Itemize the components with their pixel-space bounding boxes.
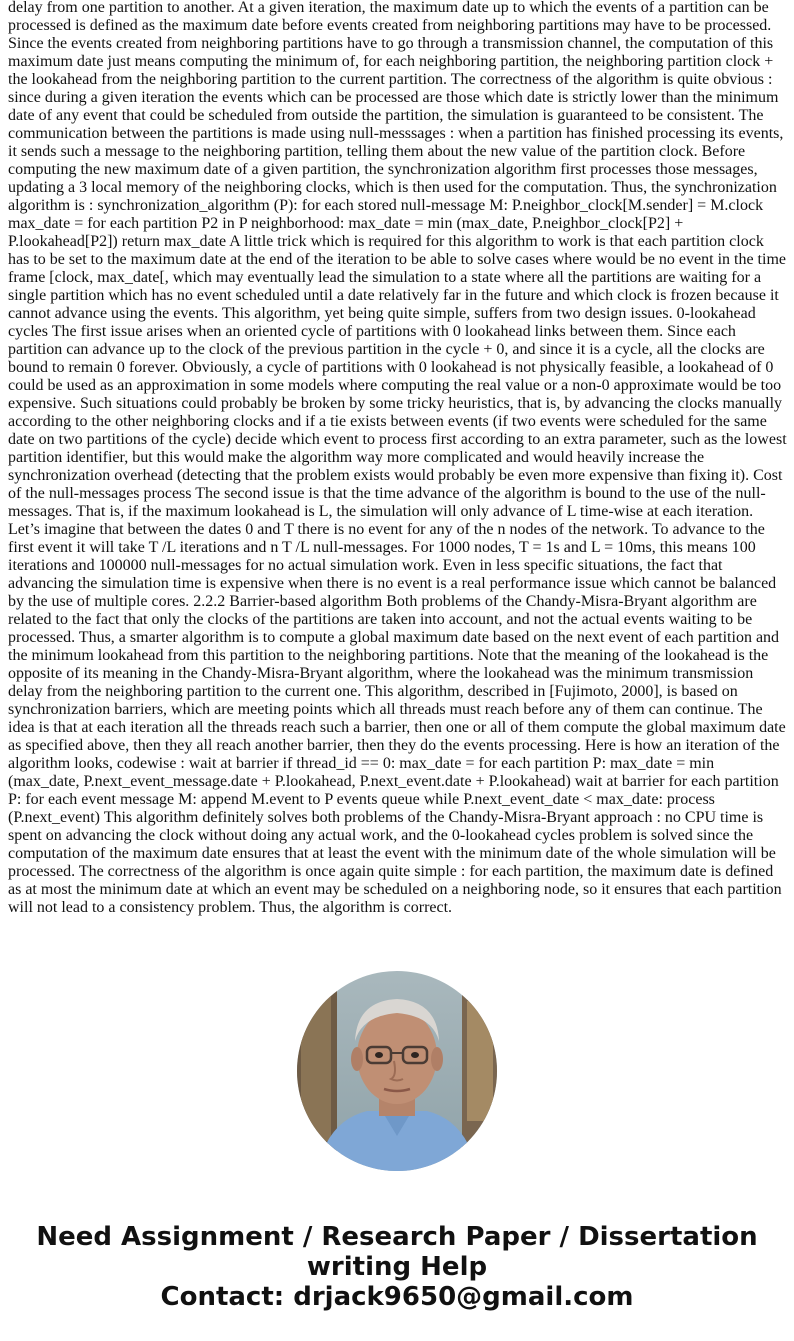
author-portrait-icon (297, 971, 497, 1171)
article-body-text: delay from one partition to another. At a given iteration, the maximum date up to which the events of a partition can be processed is defined as the maximum date before events created from neighboring partitions may have to be processed. Since the events created from neighboring partitions have to go through a transmission channel, the computation of this maximum date just means computing the minimum of, for each neighboring partition, the neighboring partition clock + the lookahead from the neighboring partition to the current partition. The correctness of the algorithm is quite obvious : since during a given iteration the events which can be processed are those which date is strictly lower than the minimum date of any event that could be scheduled from outside the partition, the simulation is guaranteed to be consistent. The communication between the partitions is made using null-messsages : when a partition has finished processing its events, it sends such a message to the neighboring partition, telling them about the new value of the partition clock. Before computing the new maximum date of a given partition, the synchronization algorithm first processes those messages, updating a 3 local memory of the neighboring clocks, which is then used for the computation. Thus, the synchronization algorithm is : synchronization_algorithm (P): for each stored null-message M: P.neighbor_clock[M.sender] = M.clock max_date = for each partition P2 in P neighborhood: max_date = min (max_date, P.neighbor_clock[P2] + P.lookahead[P2]) return max_date A little trick which is required for this algorithm to work is that each partition clock has to be set to the maximum date at the end of the iteration to be able to solve cases where would be no event in the time frame [clock, max_date[, which may eventually lead the simulation to a state where all the partitions are waiting for a single partition which has no event scheduled until a date relatively far in the future and which clock is frozen because it cannot advance using the events. This algorithm, yet being quite simple, suffers from two design issues. 0-lookahead cycles The first issue arises when an oriented cycle of partitions with 0 lookahead links between them. Since each partition can advance up to the clock of the previous partition in the cycle + 0, and since it is a cycle, all the clocks are bound to remain 0 forever. Obviously, a cycle of partitions with 0 lookahead is not physically feasible, a lookahead of 0 could be used as an approximation in some models where computing the real value or a non-0 approximate would be too expensive. Such situations could probably be broken by some tricky heuristics, that is, by advancing the clocks manually according to the other neighboring clocks and if a tie exists between events (if two events were scheduled for the same date on two partitions of the cycle) decide which event to process first according to an extra parameter, such as the lowest partition identifier, but this would make the algorithm way more complicated and would heavily increase the synchronization overhead (detecting that the problem exists would probably be even more expensive than fixing it). Cost of the null-messages process The second issue is that the time advance of the algorithm is bound to the use of the null-messages. That is, if the maximum lookahead is L, the simulation will only advance of L time-wise at each iteration. Let’s imagine that between the dates 0 and T there is no event for any of the n nodes of the network. To advance to the first event it will take T /L iterations and n T /L null-messages. For 1000 nodes, T = 1s and L = 10ms, this means 100 iterations and 100000 null-messages for no actual simulation work. Even in less specific situations, the fact that advancing the simulation time is expensive when there is no event is a real performance issue which cannot be balanced by the use of multiple cores. 2.2.2 Barrier-based algorithm Both problems of the Chandy-Misra-Bryant algorithm are related to the fact that only the clocks of the partitions are taken into account, and not the actual events waiting to be processed. Thus, a smarter algorithm is to compute a global maximum date based on the next event of each partition and the minimum lookahead from this partition to the neighboring partitions. Note that the meaning of the lookahead is the opposite of its meaning in the Chandy-Misra-Bryant algorithm, where the lookahead was the minimum transmission delay from the neighboring partition to the current one. This algorithm, described in [Fujimoto, 2000], is based on synchronization barriers, which are meeting points which all threads must reach before any of them can continue. The idea is that at each iteration all the threads reach such a barrier, then one or all of them compute the global maximum date as specified above, then they all reach another barrier, then they do the events processing. Here is how an iteration of the algorithm looks, codewise : wait at barrier if thread_id == 0: max_date = for each partition P: max_date = min (max_date, P.next_event_message.date + P.lookahead, P.next_event.date + P.lookahead) wait at barrier for each partition P: for each event message M: append M.event to P events queue while P.next_event_date < max_date: process (P.next_event) This algorithm definitely solves both problems of the Chandy-Misra-Bryant approach : no CPU time is spent on advancing the clock without doing any actual work, and the 0-lookahead cycles problem is solved since the computation of the maximum date ensures that at least the event with the minimum date of the whole simulation will be processed. The correctness of the algorithm is once again quite simple : for each partition, the maximum date is defined as at most the minimum date at which an event may be scheduled on a neighboring node, so it ensures that each partition will not lead to a consistency problem. Thus, the algorithm is correct. (8, 0, 787, 916)
contact-email: Contact: drjack9650@gmail.com (160, 1282, 634, 1312)
promo-title: Need Assignment / Research Paper / Dissertation writing Help (36, 1222, 758, 1282)
author-photo (297, 971, 497, 1171)
